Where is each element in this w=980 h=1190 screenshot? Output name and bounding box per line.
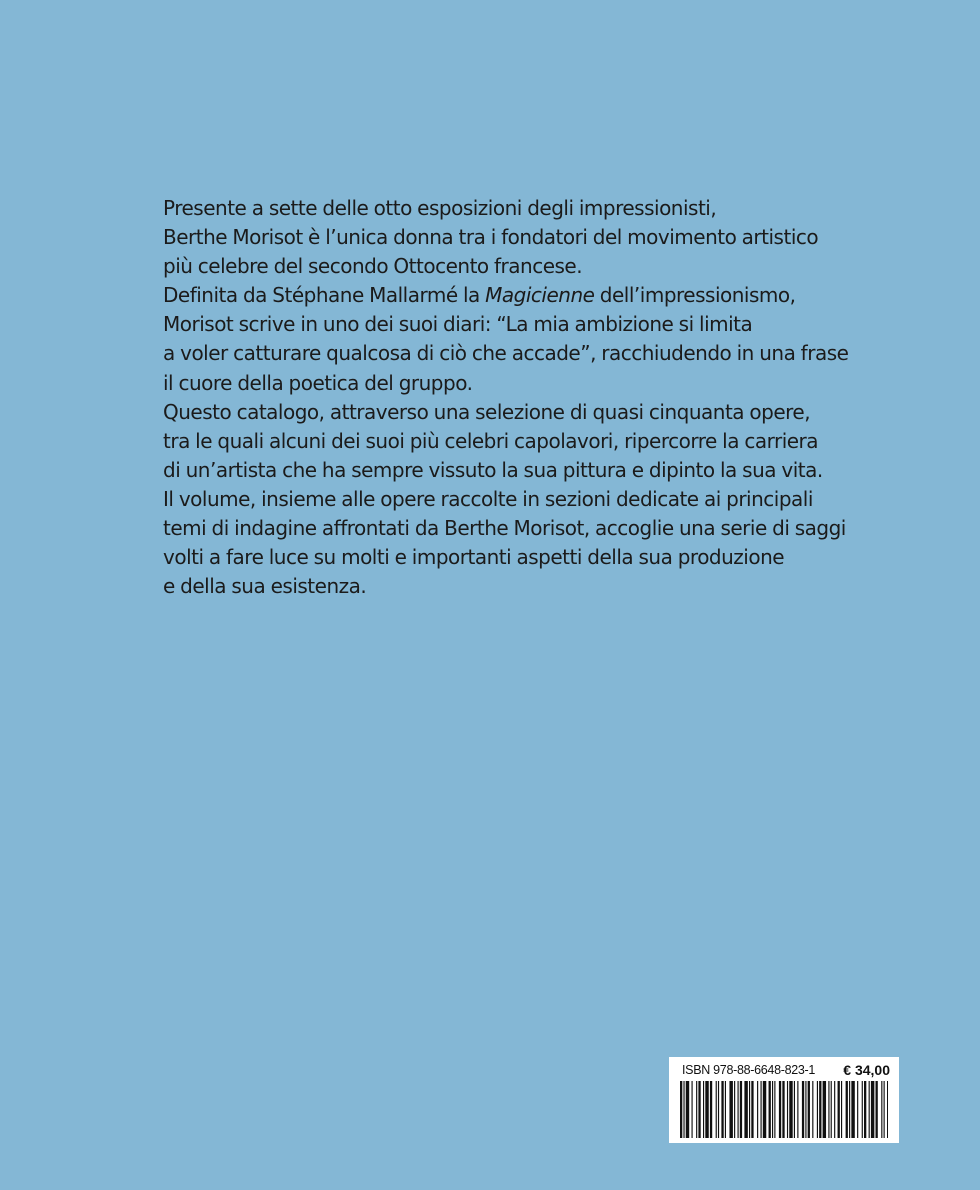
barcode-bar [751,1081,753,1138]
barcode-bar [823,1081,826,1138]
barcode-bar [881,1081,882,1138]
barcode-bar [749,1081,750,1138]
isbn-number: ISBN 978-88-6648-823-1 [682,1063,816,1077]
barcode-bar [734,1081,735,1138]
isbn-price-row [682,1063,890,1081]
barcode-bar [692,1081,693,1138]
barcode-bar [797,1081,798,1138]
barcode-bar [841,1081,842,1138]
barcode-bar [876,1081,878,1138]
barcode-bar [744,1081,747,1138]
barcode-bar [721,1081,723,1138]
barcode-bar [862,1081,863,1138]
blurb-line: Il volume, insieme alle opere raccolte in sezioni dedicate ai principali [163,486,813,511]
barcode-label [669,1057,899,1143]
barcode-bar [718,1081,719,1138]
blurb-line: più celebre del secondo Ottocento francese. [163,254,583,279]
blurb-line: e della sua esistenza. [163,574,367,599]
barcode-bar [831,1081,832,1138]
blurb-line: Questo catalogo, attraverso una selezione di quasi cinquanta opere, [163,399,811,424]
barcode-bar [884,1081,885,1138]
barcode-bar [794,1081,795,1138]
blurb-line: temi di indagine affrontati da Berthe Morisot, accoglie una serie di saggi [163,516,846,541]
barcode-bar [729,1081,732,1138]
barcode-bar [696,1081,697,1138]
barcode-bar [769,1081,771,1138]
barcode-bar [740,1081,742,1138]
barcode-bar [686,1081,689,1138]
blurb-line: il cuore della poetica del gruppo. [163,370,473,395]
barcode-bar [772,1081,773,1138]
back-cover-blurb [163,194,943,601]
barcode-icon [680,1081,888,1138]
barcode-bar [705,1081,708,1138]
barcode-bar [805,1081,806,1138]
barcode-bar [680,1081,682,1138]
barcode-bar [698,1081,700,1138]
barcode-bar [838,1081,840,1138]
barcode-bar [851,1081,854,1138]
barcode-bar [808,1081,810,1138]
barcode-bar [846,1081,848,1138]
barcode-bar [725,1081,726,1138]
barcode-bar [819,1081,821,1138]
barcode-bar [782,1081,784,1138]
barcode-bar [774,1081,775,1138]
barcode-bar [761,1081,762,1138]
blurb-line: Morisot scrive in uno dei suoi diari: “La mia ambizione si limita [163,312,753,337]
blurb-line: Definita da Stéphane Mallarmé la Magicienne dell’impressionismo, [163,283,796,308]
barcode-bar [857,1081,858,1138]
barcode-bar [683,1081,684,1138]
blurb-line: di un’artista che ha sempre vissuto la sua pittura e dipinto la sua vita. [163,457,823,482]
barcode-bar [789,1081,792,1138]
barcode-bar [787,1081,788,1138]
blurb-line: volti a fare luce su molti e importanti aspetti della sua produzione [163,545,785,570]
barcode-bar [802,1081,804,1138]
blurb-line: Presente a sette delle otto esposizioni degli impressionisti, [163,196,717,220]
barcode-bar [703,1081,704,1138]
barcode-bar [779,1081,781,1138]
barcode-bar [817,1081,818,1138]
barcode-bar [716,1081,717,1138]
blurb-line: tra le quali alcuni dei suoi più celebri capolavori, ripercorre la carriera [163,428,819,453]
barcode-bar [834,1081,835,1138]
barcode-bar [828,1081,829,1138]
barcode-bar [849,1081,850,1138]
barcode-bar [864,1081,866,1138]
barcode-bar [738,1081,739,1138]
barcode-bar [871,1081,874,1138]
barcode-bar [763,1081,766,1138]
blurb-line: Berthe Morisot è l’unica donna tra i fondatori del movimento artistico [163,225,819,250]
price: € 34,00 [843,1062,890,1078]
barcode-bar [812,1081,813,1138]
italic-title: Magicienne [485,283,595,308]
blurb-line: a voler catturare qualcosa di ciò che accade”, racchiudendo in una frase [163,341,849,366]
barcode-bar [710,1081,712,1138]
barcode-bar [757,1081,758,1138]
barcode-bar [869,1081,870,1138]
barcode-bar [887,1081,888,1138]
